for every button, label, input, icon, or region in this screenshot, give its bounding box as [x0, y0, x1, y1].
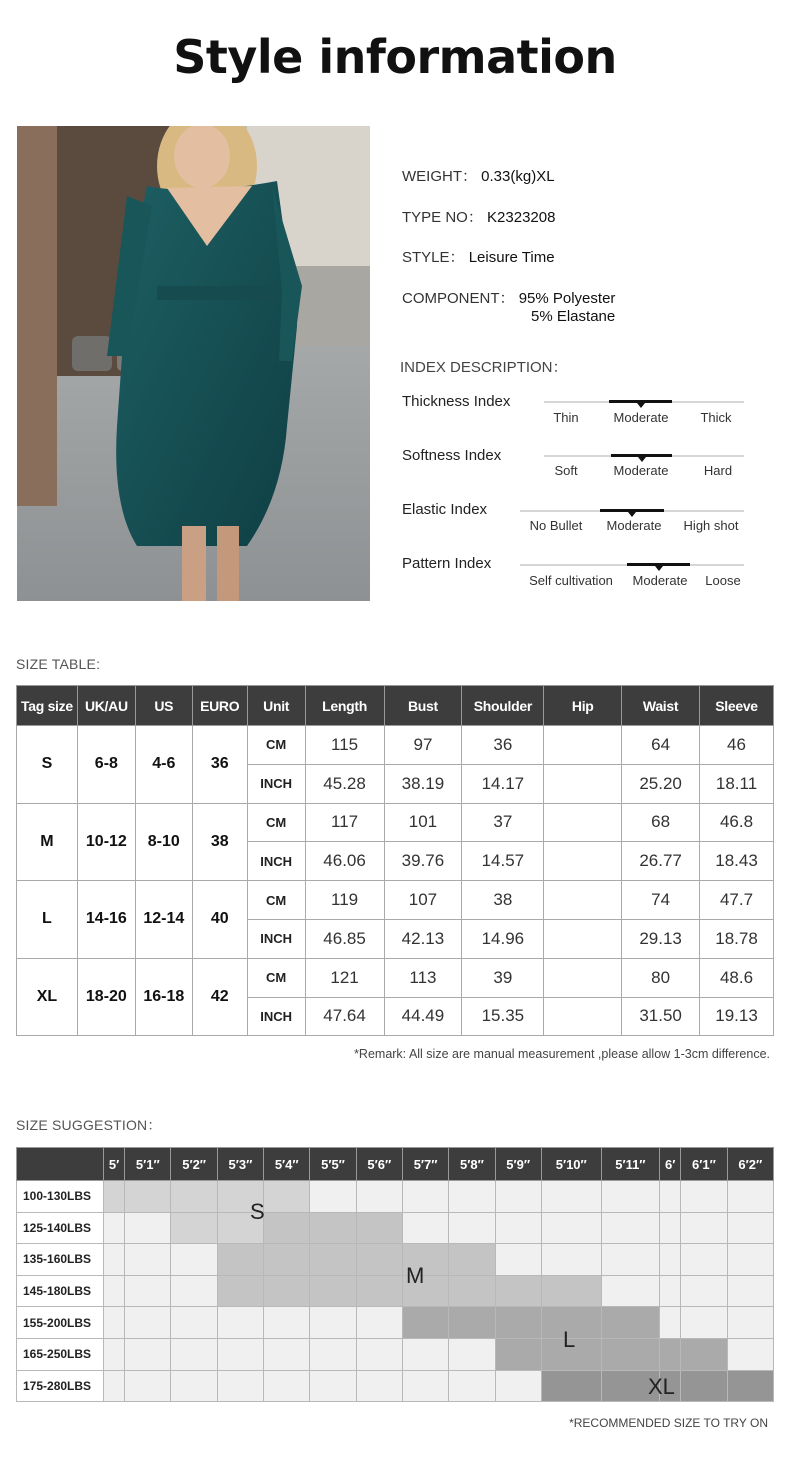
weight-label: 145-180LBS	[17, 1275, 104, 1307]
measurement-cell: 18.43	[700, 842, 774, 881]
fit-cell	[727, 1307, 773, 1339]
index-option: Moderate	[613, 410, 669, 425]
size-suggestion-label: SIZE SUGGESTION：	[16, 1117, 162, 1133]
fit-cell	[727, 1181, 773, 1213]
height-header: 5′2″	[171, 1148, 217, 1181]
measurement-cell: 107	[384, 881, 462, 920]
fit-cell	[356, 1370, 402, 1402]
fit-cell	[681, 1307, 727, 1339]
index-option: No Bullet	[529, 518, 583, 533]
fit-cell	[727, 1338, 773, 1370]
fit-cell	[601, 1307, 659, 1339]
fit-cell	[449, 1275, 495, 1307]
measurement-cell: 45.28	[305, 764, 384, 803]
fit-cell	[727, 1212, 773, 1244]
fit-cell	[601, 1212, 659, 1244]
measurement-cell: 38	[462, 881, 544, 920]
measurement-cell: 119	[305, 881, 384, 920]
measurement-cell	[544, 997, 622, 1036]
fit-cell	[171, 1275, 217, 1307]
type-key: TYPE NO：	[402, 209, 483, 226]
fit-cell	[310, 1338, 356, 1370]
unit-cell: CM	[247, 726, 305, 765]
unit-cell: INCH	[247, 919, 305, 958]
measurement-cell: 14.96	[462, 919, 544, 958]
fit-cell	[171, 1370, 217, 1402]
fit-cell	[310, 1370, 356, 1402]
unit-cell: INCH	[247, 842, 305, 881]
fit-cell	[727, 1275, 773, 1307]
unit-cell: CM	[247, 958, 305, 997]
index-option: Thin	[553, 410, 579, 425]
type-value: K2323208	[487, 209, 556, 226]
fit-cell	[541, 1244, 601, 1276]
measurement-cell: 31.50	[622, 997, 700, 1036]
measurement-cell: 46	[700, 726, 774, 765]
fit-cell	[727, 1370, 773, 1402]
measurement-cell: 47.7	[700, 881, 774, 920]
measurement-cell	[544, 764, 622, 803]
weight-value: 0.33(kg)XL	[481, 168, 555, 185]
measurement-cell: 26.77	[622, 842, 700, 881]
product-photo	[17, 126, 370, 601]
fit-cell	[449, 1244, 495, 1276]
fit-cell	[104, 1275, 125, 1307]
fit-cell	[449, 1338, 495, 1370]
measurement-cell	[544, 958, 622, 997]
measurement-cell: 68	[622, 803, 700, 842]
height-header: 6′2″	[727, 1148, 773, 1181]
weight-row	[17, 1244, 774, 1276]
zone-label-s: S	[250, 1199, 265, 1224]
component-value-2: 5% Elastane	[531, 308, 616, 325]
fit-cell	[727, 1244, 773, 1276]
fit-cell	[495, 1338, 541, 1370]
index-description-heading: INDEX DESCRIPTION：	[400, 359, 568, 376]
measurement-cell: 14.17	[462, 764, 544, 803]
fit-cell	[541, 1370, 601, 1402]
index-label: Pattern Index	[402, 555, 492, 572]
measurement-cell: 121	[305, 958, 384, 997]
fit-cell	[495, 1212, 541, 1244]
size-suggestion-table	[16, 1147, 774, 1402]
fit-cell	[356, 1275, 402, 1307]
style-value: Leisure Time	[468, 249, 555, 266]
fit-cell	[402, 1370, 448, 1402]
fit-cell	[681, 1275, 727, 1307]
fit-cell	[449, 1181, 495, 1213]
measurement-cell	[544, 803, 622, 842]
fit-cell	[601, 1338, 659, 1370]
fit-cell	[104, 1181, 125, 1213]
fit-cell	[264, 1275, 310, 1307]
size-table-header	[17, 686, 774, 726]
fit-cell	[217, 1244, 263, 1276]
height-header: 5′7″	[402, 1148, 448, 1181]
fit-cell	[601, 1244, 659, 1276]
measurement-cell: 39.76	[384, 842, 462, 881]
fit-cell	[104, 1212, 125, 1244]
fit-cell	[356, 1307, 402, 1339]
size-tag-cell: S	[17, 726, 78, 804]
fit-cell	[495, 1370, 541, 1402]
zone-label-m: M	[406, 1263, 425, 1288]
fit-cell	[217, 1275, 263, 1307]
measurement-cell: 48.6	[700, 958, 774, 997]
measurement-cell: 19.13	[700, 997, 774, 1036]
measurement-cell: 44.49	[384, 997, 462, 1036]
style-key: STYLE：	[402, 249, 465, 266]
height-header: 5′4″	[264, 1148, 310, 1181]
fit-cell	[217, 1338, 263, 1370]
weight-row	[17, 1338, 774, 1370]
measurement-remark: *Remark: All size are manual measurement ,please allow 1-3cm difference.	[354, 1047, 770, 1061]
fit-cell	[449, 1370, 495, 1402]
weight-label: 125-140LBS	[17, 1212, 104, 1244]
height-header: 5′5″	[310, 1148, 356, 1181]
fit-cell	[104, 1370, 125, 1402]
weight-key: WEIGHT：	[402, 168, 477, 185]
fit-cell	[495, 1275, 541, 1307]
fit-cell	[356, 1338, 402, 1370]
fit-cell	[310, 1275, 356, 1307]
fit-cell	[660, 1275, 681, 1307]
height-header: 5′10″	[541, 1148, 601, 1181]
corner-header	[17, 1148, 104, 1181]
size-table-column-header: Unit	[247, 686, 305, 726]
measurement-cell: 36	[462, 726, 544, 765]
measurement-cell: 46.06	[305, 842, 384, 881]
page-title: Style information	[173, 30, 617, 84]
measurement-cell: 46.85	[305, 919, 384, 958]
measurement-cell	[544, 881, 622, 920]
unit-cell: CM	[247, 881, 305, 920]
size-table-column-header: US	[135, 686, 192, 726]
fit-cell	[264, 1307, 310, 1339]
size-tag-cell: XL	[17, 958, 78, 1036]
size-suggestion-header	[17, 1148, 774, 1181]
fit-cell	[104, 1307, 125, 1339]
fit-cell	[402, 1307, 448, 1339]
fit-cell	[264, 1370, 310, 1402]
index-pointer-icon	[638, 457, 646, 462]
height-header: 5′6″	[356, 1148, 402, 1181]
weight-row	[402, 165, 555, 186]
fit-cell	[104, 1244, 125, 1276]
measurement-cell: 37	[462, 803, 544, 842]
fit-cell	[660, 1338, 681, 1370]
fit-cell	[125, 1338, 171, 1370]
fit-cell	[449, 1307, 495, 1339]
measurement-cell: 115	[305, 726, 384, 765]
unit-cell: INCH	[247, 764, 305, 803]
height-header: 6′	[660, 1148, 681, 1181]
fit-cell	[660, 1181, 681, 1213]
size-uk-cell: 14-16	[77, 881, 135, 959]
height-header: 5′11″	[601, 1148, 659, 1181]
size-table-column-header: Sleeve	[700, 686, 774, 726]
measurement-cell	[544, 726, 622, 765]
fit-cell	[125, 1370, 171, 1402]
fit-cell	[171, 1181, 217, 1213]
fit-cell	[125, 1275, 171, 1307]
size-table	[16, 685, 774, 1036]
height-header: 5′1″	[125, 1148, 171, 1181]
fit-cell	[125, 1307, 171, 1339]
size-uk-cell: 6-8	[77, 726, 135, 804]
size-euro-cell: 38	[192, 803, 247, 881]
measurement-cell: 42.13	[384, 919, 462, 958]
size-us-cell: 8-10	[135, 803, 192, 881]
size-uk-cell: 18-20	[77, 958, 135, 1036]
index-option: Moderate	[613, 463, 669, 478]
index-label: Thickness Index	[402, 393, 511, 410]
fit-cell	[171, 1212, 217, 1244]
size-table-column-header: Bust	[384, 686, 462, 726]
fit-cell	[264, 1338, 310, 1370]
weight-label: 155-200LBS	[17, 1307, 104, 1339]
type-row	[402, 206, 555, 227]
fit-cell	[310, 1212, 356, 1244]
height-header: 5′9″	[495, 1148, 541, 1181]
size-tag-cell: M	[17, 803, 78, 881]
fit-cell	[495, 1181, 541, 1213]
index-option: Moderate	[606, 518, 662, 533]
size-uk-cell: 10-12	[77, 803, 135, 881]
height-header: 5′	[104, 1148, 125, 1181]
size-table-column-header: EURO	[192, 686, 247, 726]
measurement-cell: 46.8	[700, 803, 774, 842]
height-header: 6′1″	[681, 1148, 727, 1181]
weight-row	[17, 1212, 774, 1244]
zone-label-xl: XL	[648, 1374, 675, 1399]
fit-cell	[264, 1212, 310, 1244]
component-row	[402, 287, 615, 308]
measurement-cell: 25.20	[622, 764, 700, 803]
measurement-cell: 47.64	[305, 997, 384, 1036]
size-euro-cell: 36	[192, 726, 247, 804]
fit-cell	[681, 1338, 727, 1370]
measurement-cell	[544, 842, 622, 881]
fit-cell	[171, 1338, 217, 1370]
measurement-cell: 29.13	[622, 919, 700, 958]
index-option: High shot	[683, 518, 739, 533]
fit-cell	[541, 1212, 601, 1244]
size-table-column-header: Waist	[622, 686, 700, 726]
measurement-cell: 18.78	[700, 919, 774, 958]
measurement-cell	[544, 919, 622, 958]
size-tag-cell: L	[17, 881, 78, 959]
index-pointer-icon	[637, 403, 645, 408]
fit-cell	[495, 1307, 541, 1339]
size-table-row	[17, 881, 774, 920]
fit-cell	[402, 1212, 448, 1244]
fit-cell	[681, 1181, 727, 1213]
height-header: 5′3″	[217, 1148, 263, 1181]
unit-cell: INCH	[247, 997, 305, 1036]
weight-row	[17, 1307, 774, 1339]
fit-cell	[125, 1212, 171, 1244]
size-table-row	[17, 958, 774, 997]
size-table-column-header: Shoulder	[462, 686, 544, 726]
fit-cell	[217, 1307, 263, 1339]
measurement-cell: 117	[305, 803, 384, 842]
fit-cell	[310, 1244, 356, 1276]
measurement-cell: 18.11	[700, 764, 774, 803]
weight-label: 135-160LBS	[17, 1244, 104, 1276]
size-table-column-header: Length	[305, 686, 384, 726]
fit-cell	[660, 1244, 681, 1276]
measurement-cell: 101	[384, 803, 462, 842]
fit-cell	[104, 1338, 125, 1370]
weight-row	[17, 1275, 774, 1307]
fit-cell	[660, 1307, 681, 1339]
weight-row	[17, 1181, 774, 1213]
measurement-cell: 38.19	[384, 764, 462, 803]
fit-cell	[681, 1244, 727, 1276]
fit-cell	[125, 1181, 171, 1213]
size-table-column-header: Tag size	[17, 686, 78, 726]
index-option: Moderate	[632, 573, 688, 588]
recommend-note: *RECOMMENDED SIZE TO TRY ON	[569, 1416, 768, 1430]
fit-cell	[541, 1275, 601, 1307]
fit-cell	[171, 1307, 217, 1339]
index-option: Soft	[554, 463, 578, 478]
measurement-cell: 14.57	[462, 842, 544, 881]
size-table-label: SIZE TABLE:	[16, 656, 101, 672]
size-suggestion-body	[17, 1181, 774, 1402]
component-key: COMPONENT：	[402, 290, 515, 307]
fit-cell	[217, 1370, 263, 1402]
size-table-row	[17, 803, 774, 842]
index-option: Thick	[700, 410, 732, 425]
fit-cell	[356, 1212, 402, 1244]
component-value-1: 95% Polyester	[518, 290, 616, 307]
height-header: 5′8″	[449, 1148, 495, 1181]
fit-cell	[495, 1244, 541, 1276]
unit-cell: CM	[247, 803, 305, 842]
measurement-cell: 80	[622, 958, 700, 997]
fit-cell	[660, 1212, 681, 1244]
fit-cell	[601, 1275, 659, 1307]
fit-cell	[356, 1181, 402, 1213]
index-option: Loose	[705, 573, 741, 588]
measurement-cell: 64	[622, 726, 700, 765]
size-us-cell: 4-6	[135, 726, 192, 804]
fit-cell	[402, 1338, 448, 1370]
measurement-cell: 15.35	[462, 997, 544, 1036]
weight-label: 165-250LBS	[17, 1338, 104, 1370]
size-table-row	[17, 726, 774, 765]
fit-cell	[310, 1307, 356, 1339]
size-euro-cell: 40	[192, 881, 247, 959]
fit-cell	[125, 1244, 171, 1276]
model-dress-illustration	[17, 126, 370, 601]
index-pointer-icon	[655, 566, 663, 571]
weight-label: 175-280LBS	[17, 1370, 104, 1402]
fit-cell	[402, 1181, 448, 1213]
fit-cell	[681, 1212, 727, 1244]
fit-cell	[681, 1370, 727, 1402]
index-option: Self cultivation	[529, 573, 613, 588]
fit-cell	[541, 1181, 601, 1213]
size-us-cell: 12-14	[135, 881, 192, 959]
index-label: Softness Index	[402, 447, 502, 464]
style-row	[402, 246, 555, 267]
size-euro-cell: 42	[192, 958, 247, 1036]
size-us-cell: 16-18	[135, 958, 192, 1036]
size-table-body	[17, 726, 774, 1036]
fit-cell	[356, 1244, 402, 1276]
fit-cell	[264, 1244, 310, 1276]
size-table-column-header: UK/AU	[77, 686, 135, 726]
measurement-cell: 39	[462, 958, 544, 997]
index-pointer-icon	[628, 512, 636, 517]
fit-cell	[601, 1181, 659, 1213]
weight-label: 100-130LBS	[17, 1181, 104, 1213]
measurement-cell: 97	[384, 726, 462, 765]
measurement-cell: 113	[384, 958, 462, 997]
index-option: Hard	[703, 463, 733, 478]
size-table-column-header: Hip	[544, 686, 622, 726]
fit-cell	[310, 1181, 356, 1213]
fit-cell	[264, 1181, 310, 1213]
fit-cell	[171, 1244, 217, 1276]
fit-cell	[449, 1212, 495, 1244]
zone-label-l: L	[563, 1327, 576, 1352]
measurement-cell: 74	[622, 881, 700, 920]
index-label: Elastic Index	[402, 501, 488, 518]
